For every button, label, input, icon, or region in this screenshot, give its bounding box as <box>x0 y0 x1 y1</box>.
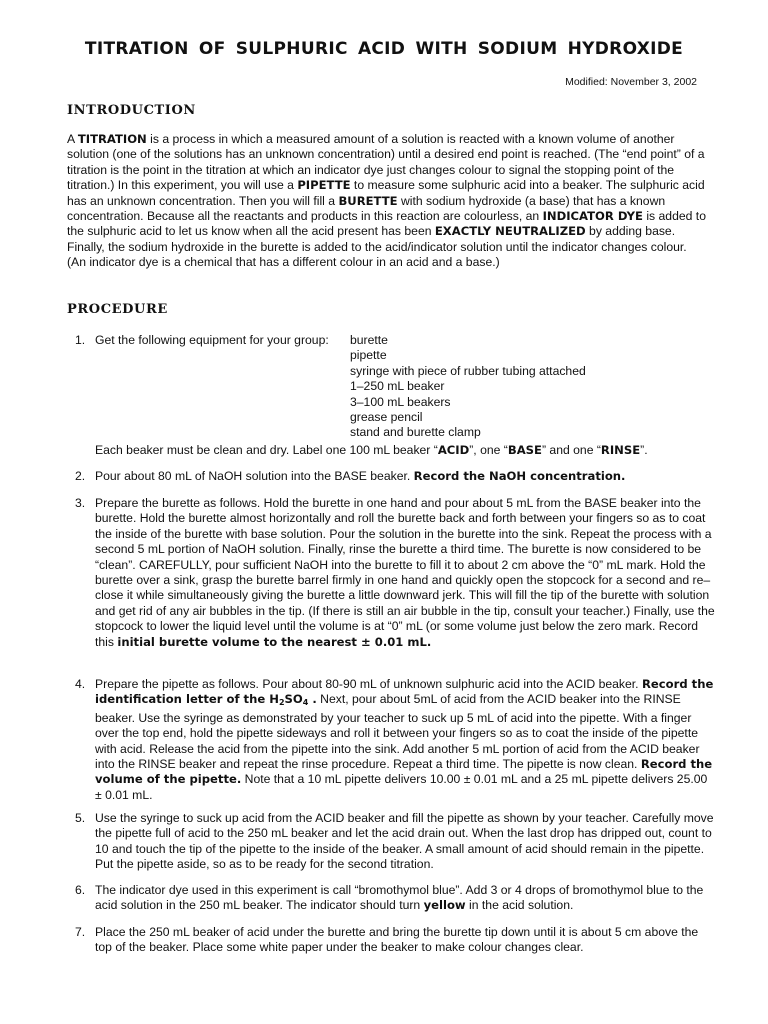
equipment-item: 3–100 mL beakers <box>350 394 451 409</box>
term-indicator-dye: INDICATOR DYE <box>542 209 643 224</box>
equipment-item: burette <box>350 333 388 347</box>
term-burette: BURETTE <box>338 193 398 208</box>
step-number: 5. <box>75 811 86 825</box>
beaker-label-instruction: Each beaker must be clean and dry. Label one 100 mL beaker “ACID”, one “BASE” and one “RINSE”. <box>95 443 648 457</box>
step-text: Place the 250 mL beaker of acid under the burette and bring the burette tip down until it is about 5 cm above the top of the beaker. Place some white paper under the beaker to make colour changes clear. <box>95 925 699 955</box>
step-number: 1. <box>75 333 86 347</box>
record-pipette-volume: Record the volume of the pipette. <box>95 757 713 787</box>
step-text: Use the syringe to suck up acid from the ACID beaker and fill the pipette as shown by your teacher. Carefully move the pipette full of acid to the 250 mL beaker and let the acid drain out. When the last drop has dripped out, count to 10 and touch the tip of the pipette to the inside of the beaker. A small amount of acid should remain in the pipette. Put the pipette aside, so as to be ready for the second titration. <box>95 811 714 872</box>
record-initial-burette-volume: initial burette volume to the nearest ± 0.01 mL. <box>117 634 432 649</box>
step-number: 7. <box>75 925 86 939</box>
label-rinse: RINSE <box>600 443 641 457</box>
document-title: TITRATION OF SULPHURIC ACID WITH SODIUM HYDROXIDE <box>84 39 684 59</box>
term-pipette: PIPETTE <box>297 178 351 193</box>
step-text: Prepare the burette as follows. Hold the burette in one hand and pour about 5 mL from the BASE beaker into the burette. Hold the burette almost horizontally and roll the burette back and forth between your fingers so as to coat the inside of the burette with base solution. Pour the solution in the burette into the sink. Repeat the process with a second 5 mL portion of NaOH solution. Finally, rinse the burette a third time. The burette is now considered to be “clean”. CAREFULLY, pour sufficient NaOH into the burette to fill it to about 2 cm above the “0” mL mark. Hold the burette over a sink, grasp the burette barrel firmly in one hand and quickly open the stopcock for a second and re–close it while simultaneously giving the burette a little downward jerk. This will fill the tip of the burette with solution and get rid of any air bubbles in the tip. (If there is still an air bubble in the tip, consult your teacher.) Finally, use the stopcock to lower the liquid level until the volume is at “0” mL (or some volume just below the zero mark. Record this initial burette volume to the nearest ± 0.01 mL. <box>95 496 715 649</box>
procedure-step-7 <box>75 925 715 956</box>
record-naoh-concentration: Record the NaOH concentration. <box>413 469 626 483</box>
equipment-item: grease pencil <box>350 410 423 425</box>
step-text: Pour about 80 mL of NaOH solution into the BASE beaker. Record the NaOH concentration. <box>95 469 626 483</box>
step-text: The indicator dye used in this experiment is call “bromothymol blue”. Add 3 or 4 drops of bromothymol blue to the acid solution in the 250 mL beaker. The indicator should turn yellow in the acid solution. <box>95 883 704 913</box>
term-titration: TITRATION <box>77 132 147 146</box>
equipment-list <box>350 333 586 441</box>
procedure-heading: PROCEDURE <box>67 302 168 317</box>
equipment-lead: Get the following equipment for your group: <box>95 333 329 347</box>
step-number: 3. <box>75 496 86 510</box>
label-acid: ACID <box>437 443 470 457</box>
equipment-item: 1–250 mL beaker <box>350 379 445 394</box>
step-number: 4. <box>75 677 86 691</box>
procedure-step-2 <box>75 469 715 484</box>
introduction-paragraph: A TITRATION is a process in which a measured amount of a solution is reacted with a known volume of another solution (one of the solutions has an unknown concentration) until a desired end point is reached. (The “end point” of a titration is the point in the titration at which an indicator dye just changes colour to signal the stopping point of the titration.) In this experiment, you will use a PIPETTE to measure some sulphuric acid into a beaker. The sulphuric acid has an unknown concentration. Then you will fill a BURETTE with sodium hydroxide (a base) that has a known concentration. Because all the reactants and products in this reaction are colourless, an INDICATOR DYE is added to the sulphuric acid to let us know when all the acid present has been EXACTLY NEUTRALIZED by adding base. Finally, the sodium hydroxide in the burette is added to the acid/indicator solution until the indicator changes colour. (An indicator dye is a chemical that has a different colour in an acid and a base.) <box>67 132 706 270</box>
equipment-item: stand and burette clamp <box>350 425 481 440</box>
equipment-item: pipette <box>350 348 387 363</box>
equipment-item: syringe with piece of rubber tubing attached <box>350 363 586 378</box>
introduction-heading: INTRODUCTION <box>67 103 196 118</box>
indicator-colour-yellow: yellow <box>423 898 466 913</box>
procedure-step-6 <box>75 883 715 914</box>
term-exactly-neutralized: EXACTLY NEUTRALIZED <box>434 224 586 239</box>
modified-date: Modified: November 3, 2002 <box>565 76 697 88</box>
record-identification-letter: Record the identification letter of the $H_2SO_4$ . <box>95 677 714 708</box>
step-number: 6. <box>75 883 86 897</box>
procedure-step-3 <box>75 496 715 650</box>
procedure-step-4 <box>75 677 715 803</box>
step-number: 2. <box>75 469 86 483</box>
label-base: BASE <box>507 443 542 457</box>
procedure-step-5 <box>75 811 715 873</box>
step-text: Prepare the pipette as follows. Pour about 80-90 mL of unknown sulphuric acid into the ACID beaker. Record the identification letter of the $H_2SO_4$ . Next, pour about 5mL of acid from the ACID beaker into the RINSE beaker. Use the syringe as demonstrated by your teacher to suck up 5 mL of acid into the pipette. With a finger over the top end, hold the pipette sideways and roll it between your fingers so as to coat the inside of the pipette with acid. Release the acid from the pipette into the sink. Add another 5 mL portion of acid from the ACID beaker into the RINSE beaker and repeat the rinse procedure. Repeat a third time. The pipette is now clean. Record the volume of the pipette. Note that a 10 mL pipette delivers 10.00 ± 0.01 mL and a 25 mL pipette delivers 25.00 ± 0.01 mL. <box>95 677 714 802</box>
